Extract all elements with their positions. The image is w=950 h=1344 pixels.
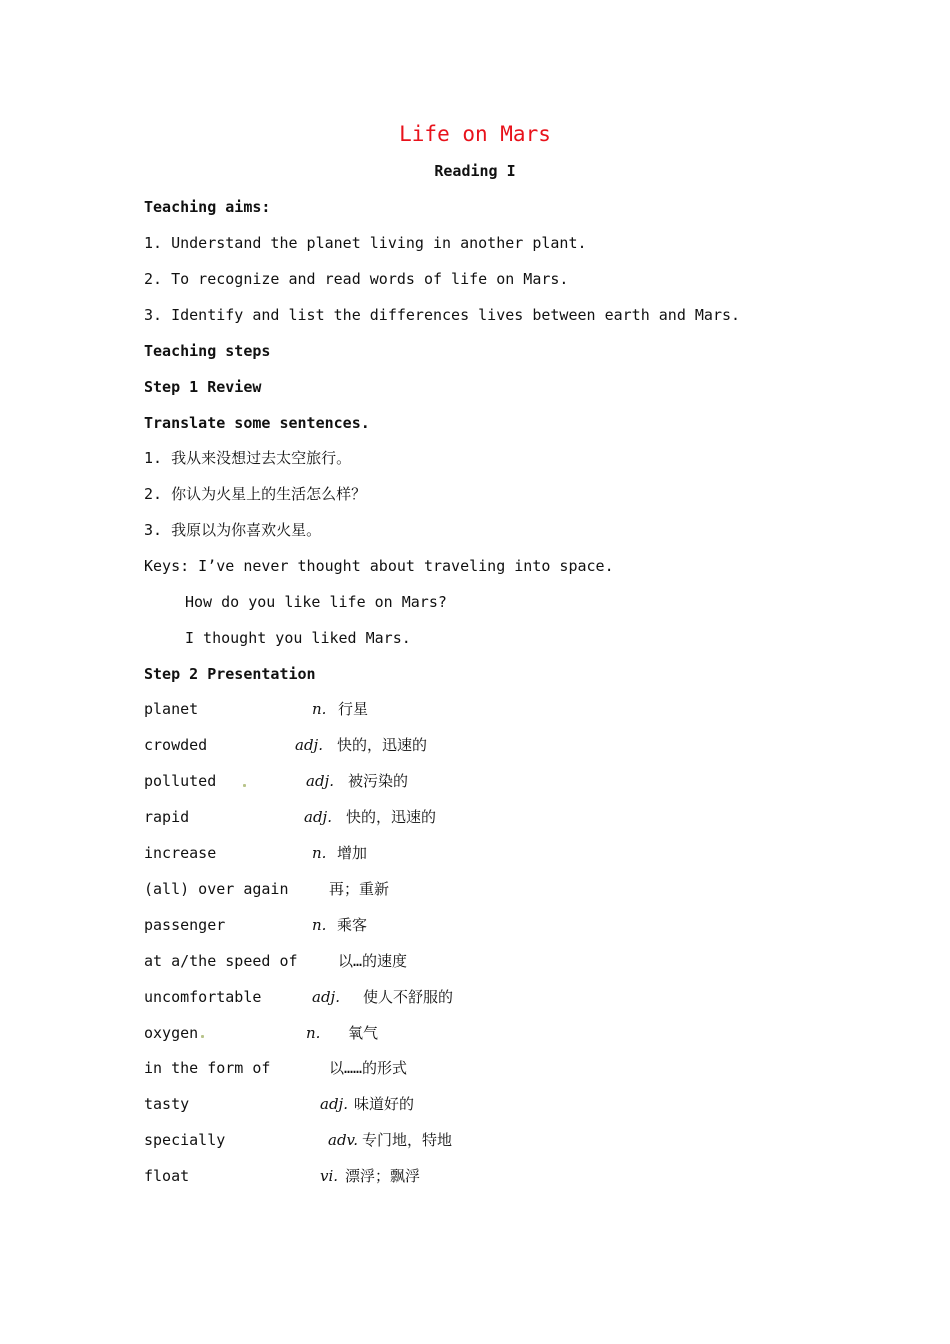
translate-heading: Translate some sentences. xyxy=(144,414,370,432)
vocab-pos: adj. xyxy=(312,988,340,1006)
vocab-word: passenger xyxy=(144,916,226,934)
vocab-word: increase xyxy=(144,844,217,862)
vocab-row xyxy=(144,1165,421,1187)
vocab-word: planet xyxy=(144,700,199,718)
vocab-meaning: 快的，迅速的 xyxy=(346,808,437,826)
vocab-row xyxy=(144,950,408,972)
step2-heading: Step 2 Presentation xyxy=(144,665,316,683)
vocab-row xyxy=(144,734,428,756)
vocab-row xyxy=(144,842,368,864)
aims-heading: Teaching aims: xyxy=(144,198,271,216)
vocab-word: crowded xyxy=(144,736,208,754)
vocab-meaning: 使人不舒服的 xyxy=(363,988,454,1006)
stray-mark xyxy=(201,1035,204,1038)
vocab-row xyxy=(144,1022,379,1044)
vocab-meaning: 以…的速度 xyxy=(338,952,408,970)
vocab-pos: n. xyxy=(312,916,327,934)
vocab-pos: adj. xyxy=(306,772,334,790)
document-title: Life on Mars xyxy=(399,122,551,146)
vocab-word: float xyxy=(144,1167,190,1185)
vocab-pos: adj. xyxy=(295,736,323,754)
vocab-word: in the form of xyxy=(144,1059,271,1077)
vocab-word: tasty xyxy=(144,1095,190,1113)
document-subtitle: Reading I xyxy=(434,162,516,180)
vocab-meaning: 专门地，特地 xyxy=(362,1131,453,1149)
vocab-word: polluted xyxy=(144,772,217,790)
steps-heading: Teaching steps xyxy=(144,342,271,360)
vocab-row xyxy=(144,914,368,936)
vocab-meaning: 增加 xyxy=(337,844,368,862)
stray-mark xyxy=(243,784,246,787)
vocab-row xyxy=(144,986,454,1008)
vocab-pos: adv. xyxy=(328,1131,359,1149)
vocab-word: uncomfortable xyxy=(144,988,262,1006)
vocab-meaning: 快的，迅速的 xyxy=(337,736,428,754)
vocab-pos: n. xyxy=(312,844,327,862)
vocab-pos: adj. xyxy=(304,808,332,826)
vocab-meaning: 漂浮；飘浮 xyxy=(345,1167,421,1185)
vocab-word: oxygen xyxy=(144,1024,199,1042)
vocab-meaning: 以……的形式 xyxy=(329,1059,408,1077)
vocab-row xyxy=(144,806,437,828)
vocab-row xyxy=(144,1129,453,1151)
vocab-word: (all) over again xyxy=(144,880,289,898)
vocab-word: specially xyxy=(144,1131,226,1149)
vocab-pos: vi. xyxy=(320,1167,339,1185)
keys-line: How do you like life on Mars? xyxy=(185,593,447,611)
vocab-pos: adj. xyxy=(320,1095,348,1113)
vocab-row xyxy=(144,770,409,792)
vocab-row xyxy=(144,878,390,900)
vocab-meaning: 被污染的 xyxy=(348,772,409,790)
sentence-item: 2. 你认为火星上的生活怎么样？ xyxy=(144,485,367,503)
aim-item: 3. Identify and list the differences lives between earth and Mars. xyxy=(144,306,741,324)
keys-line: Keys: I’ve never thought about traveling into space. xyxy=(144,557,614,575)
vocab-meaning: 行星 xyxy=(338,700,369,718)
vocab-meaning: 味道好的 xyxy=(354,1095,415,1113)
vocab-word: at a/the speed of xyxy=(144,952,298,970)
vocab-row xyxy=(144,1057,408,1079)
vocab-meaning: 氧气 xyxy=(348,1024,379,1042)
step1-heading: Step 1 Review xyxy=(144,378,262,396)
vocab-meaning: 乘客 xyxy=(337,916,368,934)
vocab-word: rapid xyxy=(144,808,190,826)
keys-line: I thought you liked Mars. xyxy=(185,629,411,647)
vocab-pos: n. xyxy=(312,700,327,718)
sentence-item: 1. 我从来没想过去太空旅行。 xyxy=(144,449,352,467)
aim-item: 1. Understand the planet living in another plant. xyxy=(144,234,587,252)
vocab-row xyxy=(144,698,369,720)
vocab-row xyxy=(144,1093,415,1115)
vocab-pos: n. xyxy=(306,1024,321,1042)
vocab-meaning: 再；重新 xyxy=(329,880,390,898)
sentence-item: 3. 我原以为你喜欢火星。 xyxy=(144,521,322,539)
aim-item: 2. To recognize and read words of life on Mars. xyxy=(144,270,569,288)
